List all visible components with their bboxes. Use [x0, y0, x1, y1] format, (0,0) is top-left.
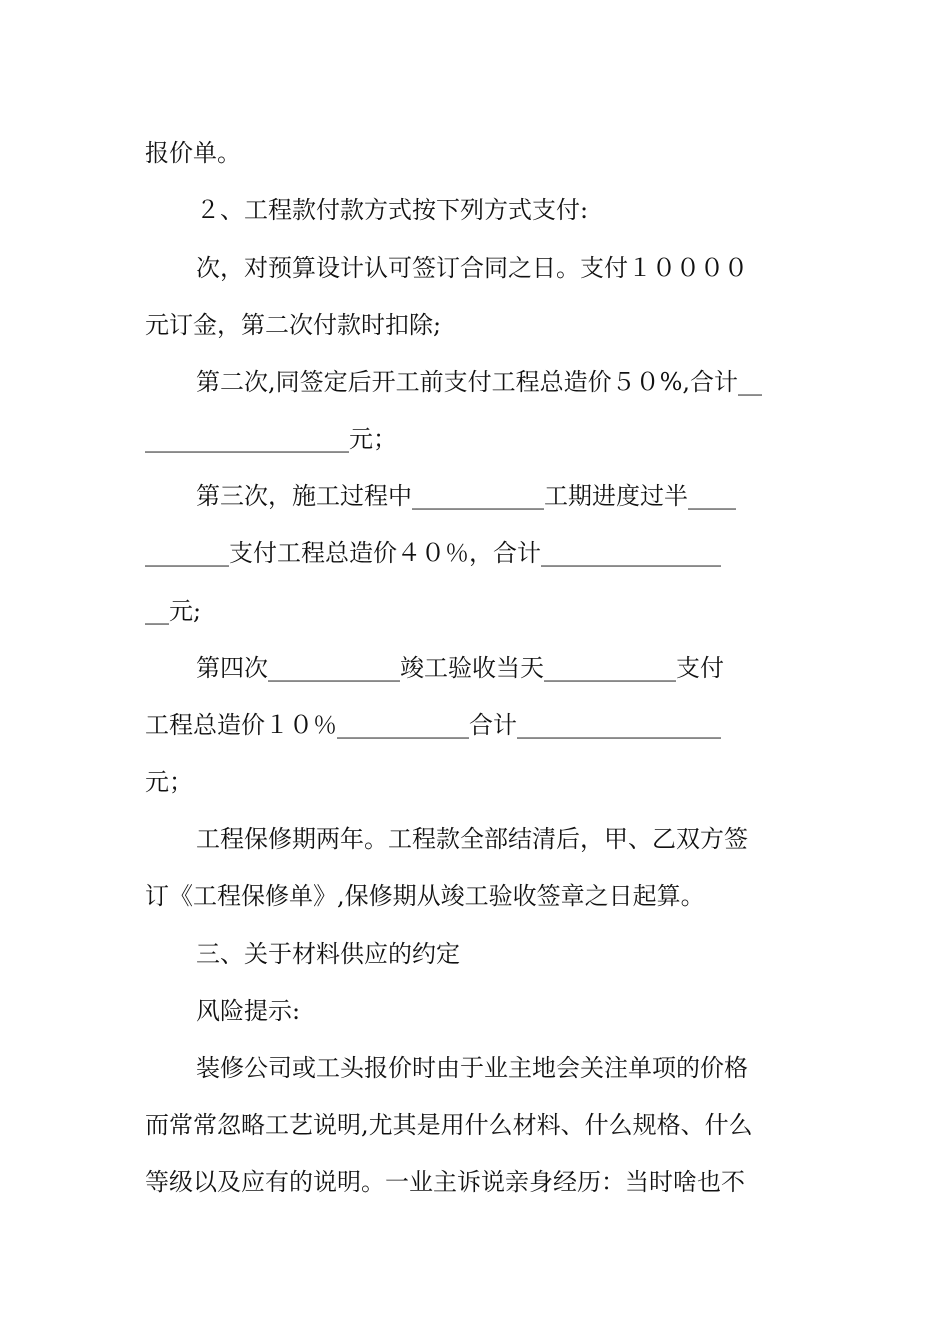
text-line: 而常常忽略工艺说明,尤其是用什么材料、什么规格、什么 — [145, 1111, 753, 1139]
text-line: 装修公司或工头报价时由于业主地会关注单项的价格 — [196, 1054, 748, 1082]
text-line: 第二次,同签定后开工前支付工程总造价５０%,合计__ — [196, 368, 763, 396]
text-line: 元； — [145, 768, 193, 796]
text-line: 第三次，施工过程中___________工期进度过半____ — [196, 482, 736, 510]
text-line: 订《工程保修单》,保修期从竣工验收签章之日起算。 — [145, 882, 705, 910]
text-line: 风险提示: — [196, 997, 301, 1025]
text-line: 第四次___________竣工验收当天___________支付 — [196, 654, 724, 682]
text-line: 工程保修期两年。工程款全部结清后，甲、乙双方签 — [196, 825, 748, 853]
text-line: 等级以及应有的说明。一业主诉说亲身经历：当时啥也不 — [145, 1168, 745, 1196]
text-line: 报价单。 — [145, 139, 241, 167]
text-line: _________________元； — [145, 425, 397, 453]
text-line: ２、工程款付款方式按下列方式支付: — [196, 196, 589, 224]
text-line: 工程总造价１０％___________合计_________________ — [145, 711, 721, 739]
text-line: 元订金，第二次付款时扣除; — [145, 311, 442, 339]
text-line: 次，对预算设计认可签订合同之日。支付１００００ — [196, 254, 748, 282]
text-line: _______支付工程总造价４０％，合计_______________ — [145, 539, 721, 567]
text-line: __元; — [145, 597, 202, 625]
section-heading: 三、关于材料供应的约定 — [196, 940, 460, 968]
